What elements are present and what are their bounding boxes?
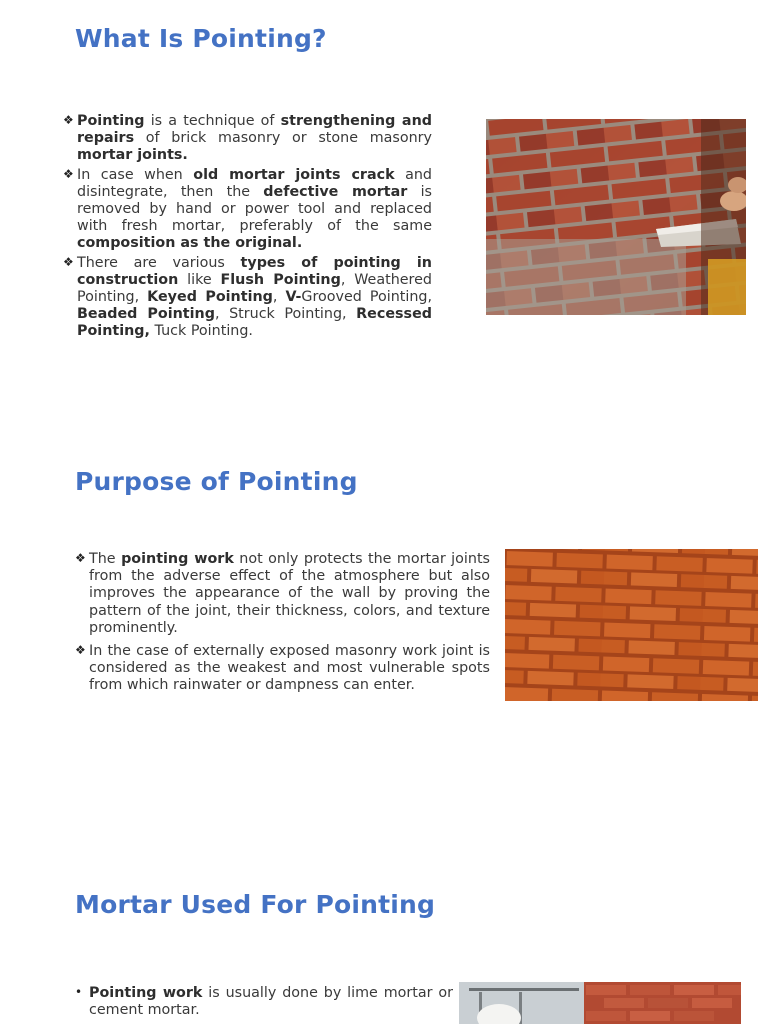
dot-bullet-icon: • [75, 985, 83, 999]
diamond-bullet-icon: ❖ [63, 113, 74, 127]
text-run: like [178, 271, 221, 288]
diamond-bullet-icon: ❖ [63, 166, 74, 181]
bold-text-run: V- [285, 289, 302, 306]
text-run: In the case of externally exposed masonry work joint is considered as the weakest and most vulnerable spots from which rainwater or dampness can enter. [89, 643, 490, 694]
diamond-bullet-icon: ❖ [63, 254, 74, 269]
bold-text-run: Pointing [77, 113, 145, 129]
diamond-bullet-icon: ❖ [75, 643, 86, 658]
text-run: Grooved Pointing, [301, 289, 433, 306]
bold-text-run: composition as the original. [77, 235, 303, 252]
text-run: The [89, 551, 122, 567]
bold-text-run: types of pointing in construction [77, 254, 432, 288]
text-run: In case when [77, 166, 194, 183]
bold-text-run: Keyed Pointing [147, 289, 273, 306]
text-run: is usually done by lime mortar or cement mortar. [89, 985, 453, 1019]
section-title-mortar-used-for-pointing: Mortar Used For Pointing [75, 890, 436, 919]
text-run: , Weathered Pointing, [77, 271, 432, 306]
bold-text-run: old mortar joints crack [193, 166, 395, 183]
text-run: There are various [77, 254, 241, 271]
bold-text-run: Pointing work [89, 985, 203, 1001]
text-run: , [272, 289, 286, 306]
bullet-list-what-is-pointing [63, 113, 432, 343]
section-title-what-is-pointing: What Is Pointing? [75, 24, 327, 53]
section-title-purpose-of-pointing: Purpose of Pointing [75, 467, 358, 496]
brick-wall-construction-photo [459, 982, 741, 1024]
bullet-list-purpose-of-pointing [75, 551, 490, 701]
text-run: is a technique of [144, 113, 281, 129]
bold-text-run: Flush Pointing [220, 271, 341, 288]
text-run: , Struck Pointing, [214, 306, 357, 323]
text-run: not only protects the mortar joints from the adverse effect of the atmosphere but also improves the appearance of the wall by proving the pattern of the joint, their thickness, colors, and texture prominently. [89, 551, 490, 636]
bold-text-run: Recessed Pointing, [77, 306, 432, 340]
list-item [75, 985, 453, 1019]
bold-text-run: defective mortar [263, 183, 408, 200]
text-run: and disintegrate, then the [77, 166, 433, 200]
list-item [63, 167, 432, 253]
text-run: Tuck Pointing. [149, 323, 253, 340]
bold-text-run: pointing work [121, 551, 234, 567]
bold-text-run: strengthening and repairs [77, 113, 432, 147]
bold-text-run: mortar joints. [77, 147, 188, 164]
list-item [63, 113, 432, 165]
orange-brick-wall-photo [505, 549, 758, 701]
list-item [63, 255, 432, 341]
diamond-bullet-icon: ❖ [75, 551, 86, 565]
bold-text-run: Beaded Pointing [77, 306, 215, 323]
list-item [75, 551, 490, 637]
list-item [75, 643, 490, 695]
bullet-list-mortar-used [75, 985, 453, 1021]
text-run: is removed by hand or power tool and replaced with fresh mortar, preferably of the same [77, 183, 432, 235]
text-run: of brick masonry or stone masonry [134, 130, 432, 147]
brick-wall-pointing-trowel-photo [486, 119, 746, 315]
